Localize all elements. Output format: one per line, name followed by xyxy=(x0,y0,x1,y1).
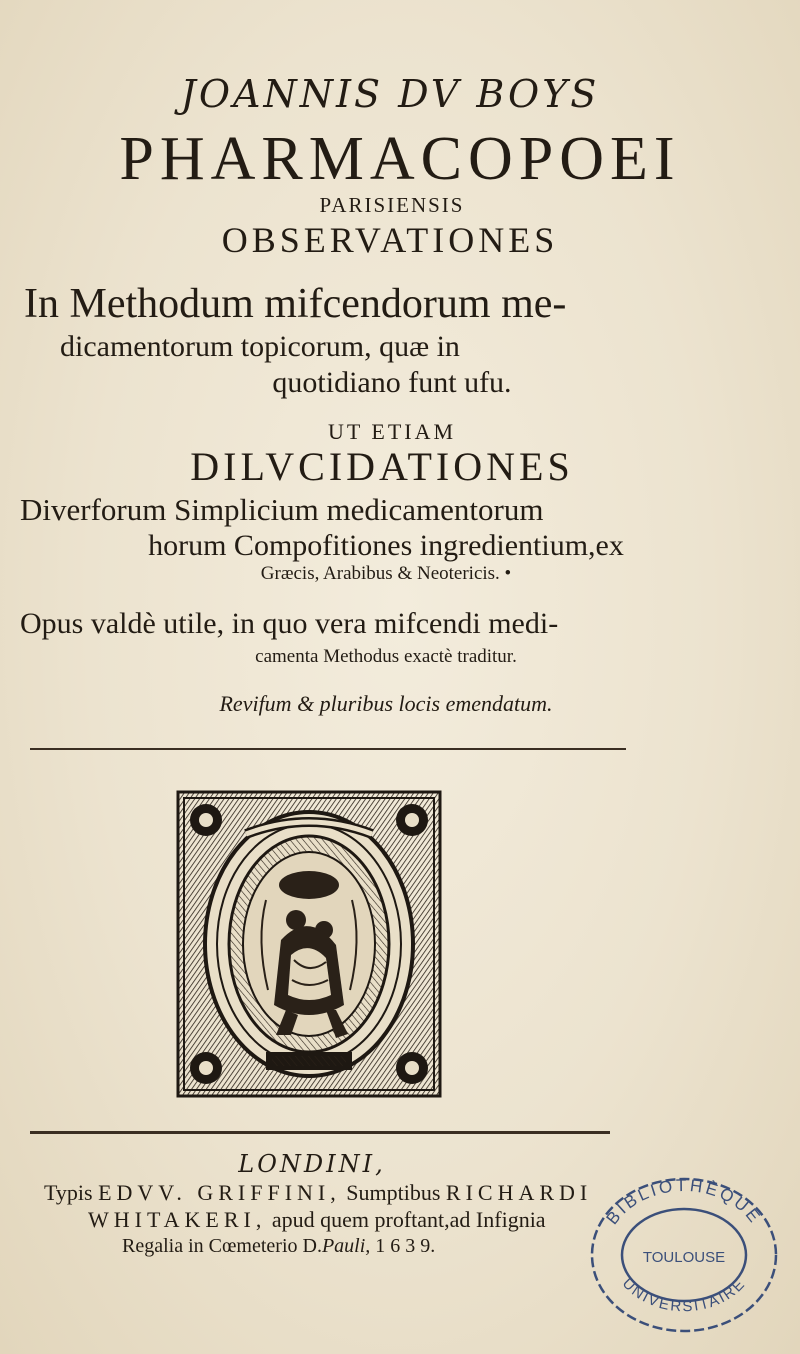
book-title: PHARMACOPOEI xyxy=(119,125,681,193)
svg-text:UNIVERSITAIRE xyxy=(619,1275,749,1315)
diversorum-line-2: horum Compofitiones ingredientium,ex xyxy=(148,529,624,562)
subtitle-parisiensis: PARISIENSIS xyxy=(319,193,465,217)
imprint-publisher-last: WHITAKERI, xyxy=(88,1207,267,1232)
imprint-pauli: Pauli, xyxy=(321,1235,371,1257)
imprint-year: 1 6 3 9. xyxy=(375,1235,436,1257)
svg-text:BIBLIOTHÈQUE xyxy=(603,1176,766,1228)
divider-rule-top xyxy=(30,748,626,750)
diversorum-line-1: Diverforum Simplicium medicamentorum xyxy=(20,492,544,527)
ut-etiam-heading: UT ETIAM xyxy=(327,419,457,444)
author-name: JOANNIS DV BOYS xyxy=(180,72,600,116)
revisum-line: Revifum & pluribus locis emendatum. xyxy=(219,691,553,716)
stamp-bottom-text: UNIVERSITAIRE xyxy=(618,1274,750,1316)
imprint-address: apud quem proftant,ad Infignia xyxy=(271,1207,546,1232)
stamp-center-text: TOULOUSE xyxy=(642,1249,726,1266)
stamp-top-text: BIBLIOTHÈQUE xyxy=(602,1175,766,1229)
imprint-publisher-first: RICHARDI xyxy=(445,1180,593,1205)
imprint-sumptibus: Sumptibus xyxy=(346,1180,441,1205)
dilucidationes-heading: DILVCIDATIONES xyxy=(190,444,574,489)
opus-line-2: camenta Methodus exactè traditur. xyxy=(255,646,517,667)
imprint-typis: Typis xyxy=(44,1180,93,1205)
subtitle-observationes: OBSERVATIONES xyxy=(221,220,559,260)
divider-rule-bottom xyxy=(30,1131,610,1134)
imprint-location: Regalia in Cœmeterio D. xyxy=(122,1235,322,1257)
library-stamp-icon xyxy=(584,1170,784,1340)
imprint-city: LONDINI, xyxy=(238,1150,386,1178)
methodum-line-2: dicamentorum topicorum, quæ in xyxy=(60,330,460,363)
diversorum-line-3: Græcis, Arabibus & Neotericis. • xyxy=(260,563,512,584)
engraved-oval-printers-device-icon xyxy=(176,790,442,1098)
methodum-line-3: quotidiano funt ufu. xyxy=(272,366,512,399)
methodum-line-1: In Methodum mifcendorum me- xyxy=(24,281,567,327)
opus-line-1: Opus valdè utile, in quo vera mifcendi medi- xyxy=(20,607,559,640)
imprint-printer-name: EDVV. GRIFFINI, xyxy=(98,1180,341,1205)
